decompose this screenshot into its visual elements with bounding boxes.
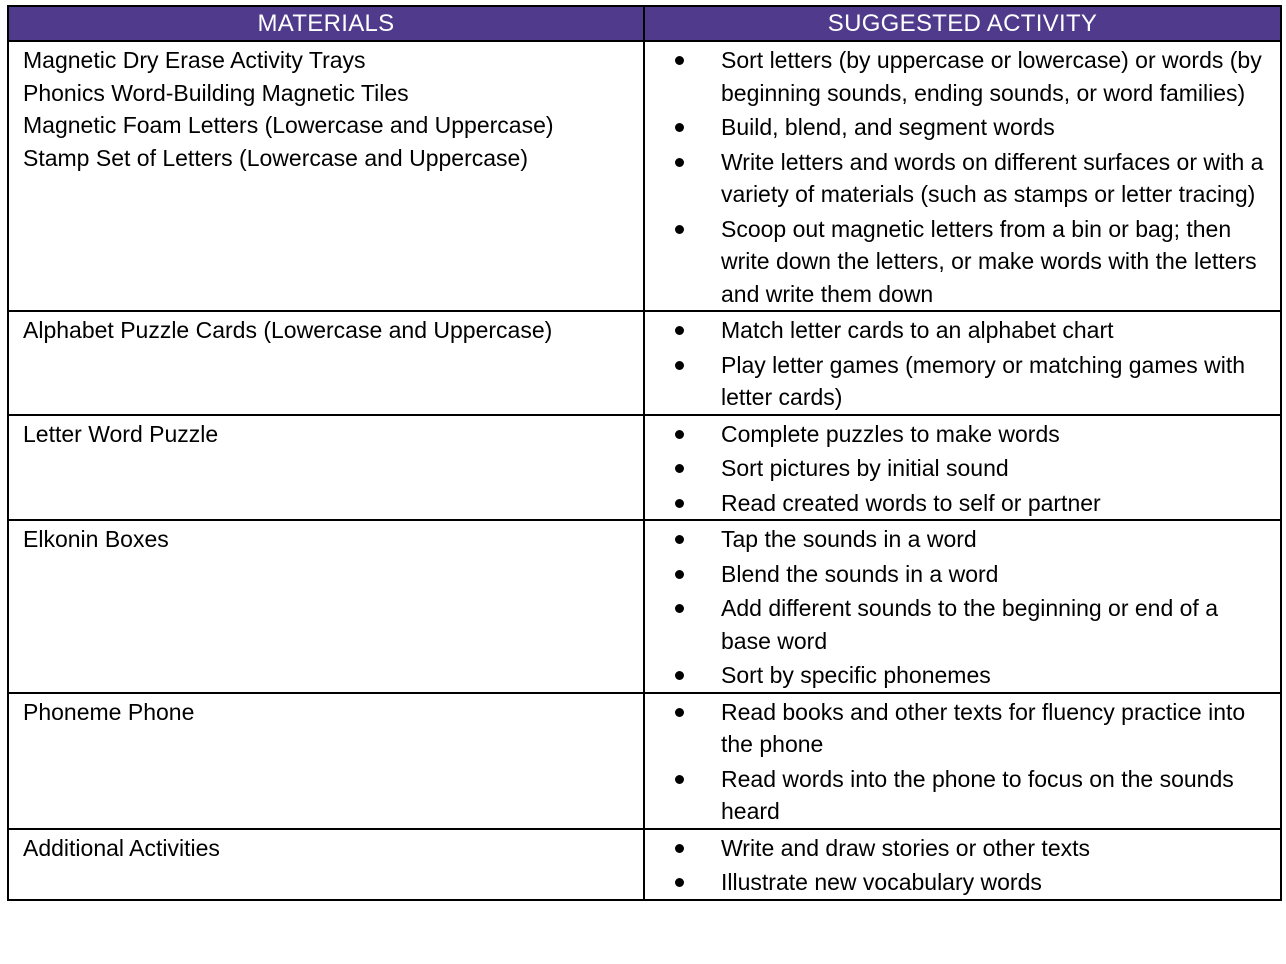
material-item: Magnetic Foam Letters (Lowercase and Uppercase) [23,112,554,138]
activity-item [659,213,1272,311]
bullet-icon [675,430,684,439]
bullet-icon [675,326,684,335]
materials-cell [8,520,644,693]
activity-item [659,763,1272,828]
bullet-icon [675,844,684,853]
activity-cell [644,829,1281,900]
bullet-icon [675,671,684,680]
activity-list [659,696,1272,828]
activity-text: Write and draw stories or other texts [721,834,1090,861]
materials-cell [8,829,644,900]
materials-activities-table [7,5,1282,901]
table-row [8,693,1281,829]
header-row [8,6,1281,41]
activity-item [659,866,1272,899]
activity-list [659,418,1272,520]
bullet-icon [675,361,684,370]
activity-item [659,659,1272,692]
material-item: Magnetic Dry Erase Activity Trays [23,47,366,73]
activity-item [659,558,1272,591]
activity-cell [644,520,1281,693]
bullet-icon [675,570,684,579]
material-item: Phoneme Phone [23,698,195,725]
activity-item [659,146,1272,211]
activity-list [659,832,1272,899]
activity-text: Read created words to self or partner [721,489,1101,516]
activity-item [659,487,1272,520]
materials-cell [8,415,644,521]
activity-cell [644,41,1281,311]
activity-text: Build, blend, and segment words [721,114,1055,140]
activity-item [659,314,1272,347]
activity-item [659,696,1272,761]
table-row [8,311,1281,415]
activity-text: Scoop out magnetic letters from a bin or bag; then write down the letters, or make words with the letters and write them down [721,215,1257,307]
activity-cell [644,693,1281,829]
activity-text: Sort pictures by initial sound [721,455,1009,481]
material-item: Letter Word Puzzle [23,420,219,447]
activity-item [659,592,1272,657]
activity-text: Write letters and words on different surfaces or with a variety of materials (such as stamps or letter tracing) [721,148,1264,207]
table-row [8,41,1281,311]
bullet-icon [675,604,684,613]
activity-item [659,111,1272,144]
materials-cell [8,311,644,415]
bullet-icon [675,535,684,544]
bullet-icon [675,56,684,65]
table-row [8,520,1281,693]
activity-list [659,314,1272,414]
material-item: Additional Activities [23,834,220,861]
activity-item [659,523,1272,556]
activity-item [659,452,1272,485]
material-item: Alphabet Puzzle Cards (Lowercase and Uppercase) [23,317,553,343]
activity-list [659,523,1272,692]
materials-cell [8,693,644,829]
bullet-icon [675,878,684,887]
material-item: Stamp Set of Letters (Lowercase and Uppercase) [23,144,528,171]
activity-text: Illustrate new vocabulary words [721,869,1042,895]
activity-text: Match letter cards to an alphabet chart [721,317,1114,343]
bullet-icon [675,225,684,234]
activity-list [659,44,1272,310]
activity-text: Sort letters (by uppercase or lowercase) or words (by beginning sounds, ending sounds, or word families) [721,47,1262,106]
activity-text: Complete puzzles to make words [721,420,1060,447]
activity-text: Play letter games (memory or matching games with letter cards) [721,351,1246,410]
materials-header: MATERIALS [8,6,644,41]
activity-text: Read words into the phone to focus on the sounds heard [721,765,1234,824]
activity-text: Tap the sounds in a word [721,526,977,552]
activity-cell [644,415,1281,521]
activity-text: Sort by specific phonemes [721,662,991,688]
bullet-icon [675,123,684,132]
activity-text: Read books and other texts for fluency practice into the phone [721,698,1246,757]
bullet-icon [675,499,684,508]
bullet-icon [675,158,684,167]
materials-cell [8,41,644,311]
activity-text: Blend the sounds in a word [721,560,999,587]
activity-item [659,349,1272,414]
activity-item [659,832,1272,865]
activity-item [659,418,1272,451]
table-row [8,829,1281,900]
bullet-icon [675,708,684,717]
table-row [8,415,1281,521]
activity-cell [644,311,1281,415]
suggested-activity-header: SUGGESTED ACTIVITY [644,6,1281,41]
bullet-icon [675,775,684,784]
bullet-icon [675,464,684,473]
activity-text: Add different sounds to the beginning or end of a base word [721,595,1219,654]
material-item: Elkonin Boxes [23,526,169,552]
material-item: Phonics Word-Building Magnetic Tiles [23,79,409,106]
activity-item [659,44,1272,109]
